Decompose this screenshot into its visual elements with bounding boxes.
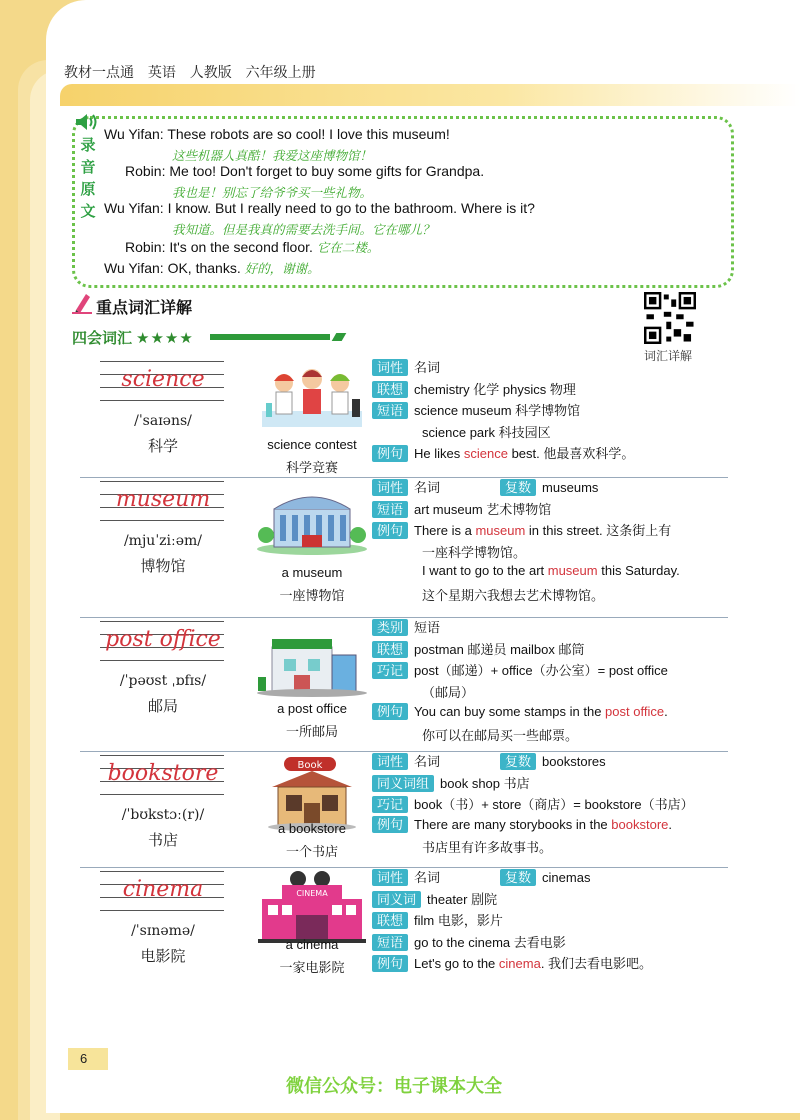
detail-tag: 例句 [372, 955, 408, 972]
detail-row: 同义词组 book shop 书店 [372, 773, 530, 792]
detail-tag: 复数 [500, 753, 536, 770]
star-rating: ★★★★ [136, 330, 194, 347]
detail-row: science park 科技园区 [422, 424, 551, 440]
detail-row: 例句 There is a museum in this street. 这条街上有 [372, 520, 671, 539]
highlight-word: bookstore [611, 816, 669, 832]
detail-tag: 复数 [500, 479, 536, 496]
illustration-museum [252, 479, 372, 564]
vocab-entry [80, 751, 728, 868]
detail-tag: 同义词组 [372, 775, 434, 792]
detail-tag: 联想 [372, 381, 408, 398]
detail-row: 巧记 book（书）+ store（商店）= bookstore（书店） [372, 794, 694, 813]
detail-tag: 词性 [372, 359, 408, 376]
transcript-translation: 我知道。但是我真的需要去洗手间。它在哪儿？ [172, 222, 435, 237]
detail-tag: 短语 [372, 402, 408, 419]
edition: 人教版 [189, 64, 232, 80]
detail-row: I want to go to the art museum this Saturday. [422, 563, 680, 578]
highlight-word: cinema [498, 956, 541, 971]
detail-tag: 例句 [372, 522, 408, 539]
detail-tag: 例句 [372, 445, 408, 462]
phonetic: /ˈbʊkstɔː(r)/ [121, 807, 205, 823]
transcript-line: Robin: It's on the second floor. 它在二楼。 [125, 239, 380, 255]
phonetic: /ˈpəʊst ˌɒfɪs/ [119, 673, 207, 689]
picture-caption-zh: 科学竞赛 [285, 460, 338, 475]
vocab-entry [80, 357, 728, 478]
illustration-science [252, 359, 372, 444]
vocab-word: post office [105, 627, 221, 652]
word-meaning: 邮局 [147, 698, 178, 715]
detail-tag: 词性 [372, 869, 408, 886]
picture-caption-en: a post office [277, 701, 347, 716]
book-name: 教材一点通 [64, 64, 134, 80]
detail-tag: 复数 [500, 869, 536, 886]
detail-tag: 巧记 [372, 662, 408, 679]
speaker-icon [74, 112, 98, 132]
transcript-line: Wu Yifan: OK, thanks. 好的，谢谢。 [104, 260, 320, 276]
transcript-line: Robin: Me too! Don't forget to buy some gifts for Grandpa. [125, 163, 485, 179]
vocab-word: museum [115, 487, 211, 512]
vocab-entry [80, 477, 728, 618]
svg-text:CINEMA: CINEMA [296, 889, 328, 898]
detail-row: 类别 短语 [372, 617, 440, 636]
sub-title: 四会词汇 ★★★★ [72, 330, 194, 347]
transcript-line: Wu Yifan: I know. But I really need to go to the bathroom. Where is it? [104, 200, 535, 216]
highlight-word: post office [605, 704, 665, 719]
picture-caption-zh: 一家电影院 [279, 960, 345, 975]
detail-row: 词性 名词 复数 cinemas [372, 867, 590, 886]
detail-row: 这个星期六我想去艺术博物馆。 [422, 587, 605, 603]
detail-row: 联想 postman 邮递员 mailbox 邮筒 [372, 639, 585, 658]
detail-row: 短语 art museum 艺术博物馆 [372, 499, 551, 518]
detail-tag: 例句 [372, 703, 408, 720]
picture-caption-zh: 一座博物馆 [279, 588, 345, 603]
pencil-icon [72, 292, 92, 314]
detail-row: 词性 名词 复数 bookstores [372, 751, 606, 770]
picture-caption-en: a museum [281, 565, 343, 580]
detail-tag: 巧记 [372, 796, 408, 813]
detail-tag: 例句 [372, 816, 408, 833]
transcript-translation: 我也是！别忘了给爷爷买一些礼物。 [172, 185, 373, 200]
highlight-word: science [463, 446, 508, 461]
phonetic: /mjuˈziːəm/ [123, 533, 203, 549]
detail-tag: 同义词 [372, 891, 421, 908]
phonetic: /ˈsɪnəmə/ [131, 923, 195, 939]
footer-watermark: 微信公众号：电子课本大全 [286, 1076, 502, 1097]
qr-caption: 词汇详解 [644, 349, 693, 363]
picture-caption-en: a cinema [285, 937, 339, 952]
word-meaning: 科学 [147, 438, 178, 455]
detail-row: 例句 You can buy some stamps in the post office. [372, 703, 668, 720]
phonetic: /ˈsaɪəns/ [134, 413, 192, 429]
detail-tag: 词性 [372, 479, 408, 496]
detail-row: 例句 There are many storybooks in the bookstore. [372, 816, 672, 833]
detail-row: 联想 film 电影，影片 [372, 910, 503, 929]
detail-tag: 词性 [372, 753, 408, 770]
detail-tag: 联想 [372, 912, 408, 929]
picture-caption-zh: 一所邮局 [285, 724, 338, 739]
detail-tag: 短语 [372, 934, 408, 951]
detail-row: 同义词 theater 剧院 [372, 889, 497, 908]
vocab-word: bookstore [107, 761, 219, 786]
detail-row: 你可以在邮局买一些邮票。 [422, 727, 579, 743]
page-header [64, 62, 326, 82]
detail-row: 短语 science museum 科学博物馆 [372, 400, 580, 419]
subject: 英语 [147, 64, 176, 80]
picture-caption-en: science contest [267, 437, 357, 452]
word-meaning: 书店 [147, 832, 178, 849]
transcript-line: Wu Yifan: These robots are so cool! I love this museum! [104, 126, 450, 142]
detail-row: （邮局） [422, 684, 475, 700]
detail-tag: 短语 [372, 501, 408, 518]
detail-row: 巧记 post（邮递）+ office（办公室）= post office [372, 660, 668, 679]
page-number: 6 [68, 1048, 108, 1070]
grade: 六年级上册 [245, 64, 316, 80]
detail-row: 例句 He likes science best. 他最喜欢科学。 [372, 443, 634, 462]
transcript-label: 录 音 原 文 [80, 136, 96, 220]
detail-row: 词性 名词 [372, 357, 440, 376]
word-meaning: 博物馆 [140, 558, 186, 575]
vocab-word: science [121, 367, 205, 392]
highlight-word: museum [475, 523, 526, 538]
svg-text:Book: Book [297, 760, 323, 771]
detail-tag: 类别 [372, 619, 408, 636]
picture-caption-zh: 一个书店 [285, 844, 338, 859]
detail-tag: 联想 [372, 641, 408, 658]
section-title: 重点词汇详解 [96, 300, 193, 317]
detail-row: 一座科学博物馆。 [422, 544, 527, 560]
header-band [60, 84, 800, 106]
detail-row: 书店里有许多故事书。 [422, 840, 553, 855]
word-meaning: 电影院 [140, 948, 186, 965]
vocab-entry [80, 867, 728, 987]
picture-caption-en: a bookstore [278, 821, 346, 836]
qr-code-icon[interactable] [644, 292, 696, 344]
vocab-word: cinema [122, 877, 204, 902]
detail-row: 短语 go to the cinema 去看电影 [372, 932, 566, 951]
detail-row: 词性 名词 复数 museums [372, 477, 598, 496]
detail-row: 例句 Let's go to the cinema. 我们去看电影吧。 [372, 953, 652, 972]
detail-row: 联想 chemistry 化学 physics 物理 [372, 379, 576, 398]
divider [210, 334, 330, 340]
vocab-entry [80, 617, 728, 752]
illustration-post-office [252, 619, 372, 704]
highlight-word: museum [547, 563, 598, 578]
transcript-translation: 这些机器人真酷！我爱这座博物馆！ [172, 148, 373, 163]
